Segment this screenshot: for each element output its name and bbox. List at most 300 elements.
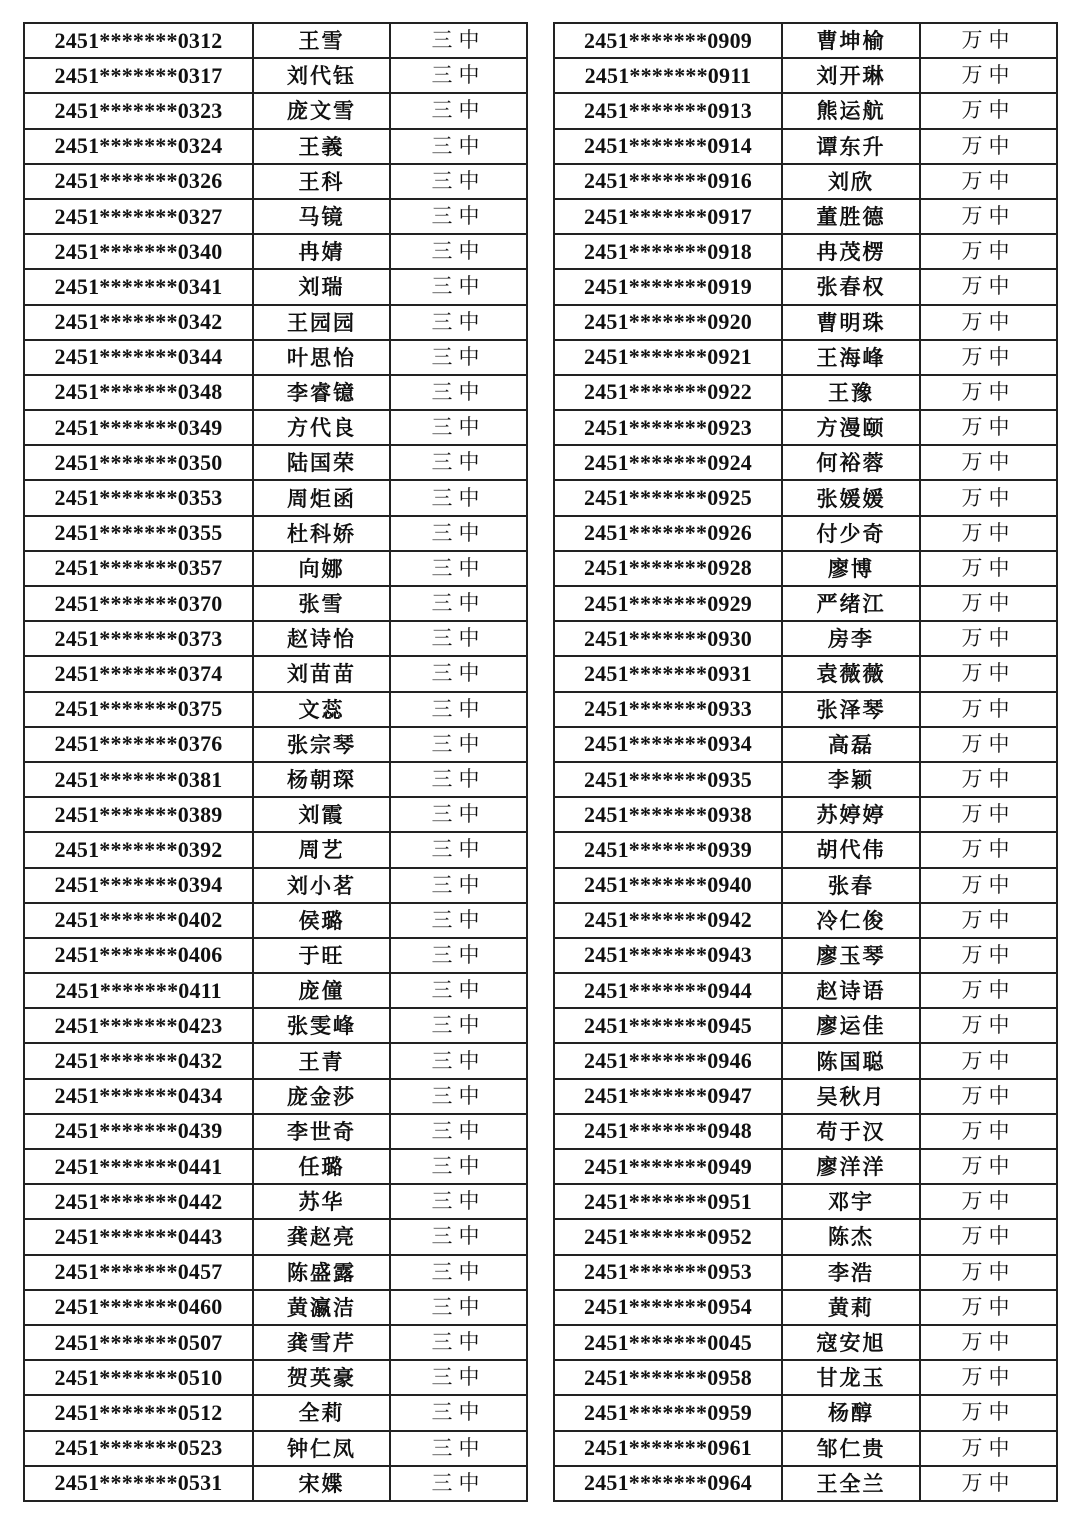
student-name-cell: 苏婷婷: [782, 797, 920, 832]
table-row: [554, 1360, 1057, 1395]
student-name-cell: 何裕蓉: [782, 445, 920, 480]
candidate-id-cell: 2451*******0375: [24, 692, 253, 727]
candidate-id-cell: 2451*******0348: [24, 375, 253, 410]
candidate-id-cell: 2451*******0406: [24, 938, 253, 973]
candidate-id-cell: 2451*******0353: [24, 480, 253, 515]
table-row: [554, 586, 1057, 621]
school-cell: 三中: [390, 586, 527, 621]
school-cell: 三中: [390, 1325, 527, 1360]
candidate-id-cell: 2451*******0933: [554, 692, 782, 727]
school-cell: 万中: [920, 832, 1057, 867]
candidate-id-cell: 2451*******0411: [24, 973, 253, 1008]
table-row: [554, 1255, 1057, 1290]
school-cell: 三中: [390, 375, 527, 410]
candidate-id-cell: 2451*******0441: [24, 1149, 253, 1184]
roster-table-left: [23, 22, 528, 1502]
student-name-cell: 黄莉: [782, 1290, 920, 1325]
candidate-id-cell: 2451*******0934: [554, 727, 782, 762]
table-row: [24, 1290, 527, 1325]
table-row: [24, 1114, 527, 1149]
school-cell: 万中: [920, 93, 1057, 128]
table-row: [554, 1325, 1057, 1360]
school-cell: 三中: [390, 727, 527, 762]
table-row: [24, 1325, 527, 1360]
table-row: [24, 23, 527, 58]
table-row: [554, 1149, 1057, 1184]
student-name-cell: 刘霞: [253, 797, 390, 832]
student-name-cell: 张春: [782, 868, 920, 903]
school-cell: 三中: [390, 868, 527, 903]
student-name-cell: 冉婧: [253, 234, 390, 269]
table-row: [554, 93, 1057, 128]
candidate-id-cell: 2451*******0324: [24, 129, 253, 164]
table-row: [24, 1466, 527, 1501]
student-name-cell: 陈盛露: [253, 1255, 390, 1290]
student-name-cell: 王海峰: [782, 340, 920, 375]
student-name-cell: 刘苗苗: [253, 656, 390, 691]
table-row: [554, 551, 1057, 586]
student-name-cell: 李颖: [782, 762, 920, 797]
school-cell: 万中: [920, 727, 1057, 762]
student-name-cell: 曹明珠: [782, 305, 920, 340]
candidate-id-cell: 2451*******0317: [24, 58, 253, 93]
table-row: [554, 516, 1057, 551]
table-row: [24, 797, 527, 832]
table-row: [554, 656, 1057, 691]
student-name-cell: 廖运佳: [782, 1008, 920, 1043]
school-cell: 三中: [390, 1255, 527, 1290]
school-cell: 三中: [390, 58, 527, 93]
candidate-id-cell: 2451*******0389: [24, 797, 253, 832]
school-cell: 三中: [390, 340, 527, 375]
candidate-id-cell: 2451*******0922: [554, 375, 782, 410]
table-row: [24, 199, 527, 234]
student-name-cell: 谭东升: [782, 129, 920, 164]
school-cell: 万中: [920, 762, 1057, 797]
student-name-cell: 赵诗语: [782, 973, 920, 1008]
table-row: [554, 938, 1057, 973]
student-name-cell: 袁薇薇: [782, 656, 920, 691]
candidate-id-cell: 2451*******0394: [24, 868, 253, 903]
table-row: [24, 375, 527, 410]
table-row: [554, 1079, 1057, 1114]
student-name-cell: 冷仁俊: [782, 903, 920, 938]
table-row: [554, 305, 1057, 340]
candidate-id-cell: 2451*******0958: [554, 1360, 782, 1395]
school-cell: 万中: [920, 129, 1057, 164]
school-cell: 三中: [390, 692, 527, 727]
candidate-id-cell: 2451*******0943: [554, 938, 782, 973]
table-row: [554, 1395, 1057, 1430]
table-row: [24, 1043, 527, 1078]
candidate-id-cell: 2451*******0918: [554, 234, 782, 269]
table-row: [24, 340, 527, 375]
candidate-id-cell: 2451*******0935: [554, 762, 782, 797]
student-name-cell: 李世奇: [253, 1114, 390, 1149]
candidate-id-cell: 2451*******0939: [554, 832, 782, 867]
school-cell: 万中: [920, 1079, 1057, 1114]
student-name-cell: 王青: [253, 1043, 390, 1078]
candidate-id-cell: 2451*******0523: [24, 1431, 253, 1466]
candidate-id-cell: 2451*******0924: [554, 445, 782, 480]
table-row: [24, 1255, 527, 1290]
candidate-id-cell: 2451*******0312: [24, 23, 253, 58]
student-name-cell: 侯璐: [253, 903, 390, 938]
student-name-cell: 李睿镱: [253, 375, 390, 410]
table-row: [554, 1431, 1057, 1466]
school-cell: 三中: [390, 973, 527, 1008]
student-name-cell: 房李: [782, 621, 920, 656]
school-cell: 三中: [390, 410, 527, 445]
school-cell: 万中: [920, 445, 1057, 480]
student-name-cell: 于旺: [253, 938, 390, 973]
candidate-id-cell: 2451*******0944: [554, 973, 782, 1008]
candidate-id-cell: 2451*******0381: [24, 762, 253, 797]
candidate-id-cell: 2451*******0938: [554, 797, 782, 832]
school-cell: 三中: [390, 621, 527, 656]
school-cell: 三中: [390, 1466, 527, 1501]
school-cell: 万中: [920, 1149, 1057, 1184]
student-name-cell: 贺英豪: [253, 1360, 390, 1395]
table-row: [554, 1043, 1057, 1078]
school-cell: 万中: [920, 375, 1057, 410]
student-name-cell: 方漫颐: [782, 410, 920, 445]
student-name-cell: 吴秋月: [782, 1079, 920, 1114]
school-cell: 三中: [390, 797, 527, 832]
school-cell: 万中: [920, 1290, 1057, 1325]
candidate-id-cell: 2451*******0376: [24, 727, 253, 762]
school-cell: 三中: [390, 199, 527, 234]
student-name-cell: 龚赵亮: [253, 1219, 390, 1254]
student-name-cell: 甘龙玉: [782, 1360, 920, 1395]
school-cell: 三中: [390, 903, 527, 938]
table-row: [554, 410, 1057, 445]
table-row: [24, 129, 527, 164]
student-name-cell: 张雯峰: [253, 1008, 390, 1043]
table-row: [24, 586, 527, 621]
student-name-cell: 赵诗怡: [253, 621, 390, 656]
table-row: [24, 903, 527, 938]
table-row: [24, 621, 527, 656]
school-cell: 万中: [920, 480, 1057, 515]
candidate-id-cell: 2451*******0947: [554, 1079, 782, 1114]
student-name-cell: 庞金莎: [253, 1079, 390, 1114]
school-cell: 万中: [920, 656, 1057, 691]
table-row: [554, 164, 1057, 199]
table-row: [24, 868, 527, 903]
school-cell: 万中: [920, 973, 1057, 1008]
candidate-id-cell: 2451*******0929: [554, 586, 782, 621]
student-name-cell: 任璐: [253, 1149, 390, 1184]
candidate-id-cell: 2451*******0355: [24, 516, 253, 551]
student-name-cell: 陆国荣: [253, 445, 390, 480]
table-row: [554, 868, 1057, 903]
table-row: [554, 234, 1057, 269]
candidate-id-cell: 2451*******0350: [24, 445, 253, 480]
student-name-cell: 王義: [253, 129, 390, 164]
candidate-id-cell: 2451*******0916: [554, 164, 782, 199]
table-row: [24, 1149, 527, 1184]
school-cell: 万中: [920, 797, 1057, 832]
student-name-cell: 刘小茗: [253, 868, 390, 903]
school-cell: 三中: [390, 445, 527, 480]
table-row: [24, 938, 527, 973]
student-name-cell: 杜科娇: [253, 516, 390, 551]
school-cell: 万中: [920, 234, 1057, 269]
school-cell: 万中: [920, 692, 1057, 727]
school-cell: 三中: [390, 938, 527, 973]
table-row: [24, 1219, 527, 1254]
school-cell: 三中: [390, 1114, 527, 1149]
table-row: [24, 410, 527, 445]
student-name-cell: 叶思怡: [253, 340, 390, 375]
school-cell: 三中: [390, 93, 527, 128]
table-row: [554, 375, 1057, 410]
candidate-id-cell: 2451*******0349: [24, 410, 253, 445]
candidate-id-cell: 2451*******0341: [24, 269, 253, 304]
table-row: [554, 1219, 1057, 1254]
school-cell: 万中: [920, 903, 1057, 938]
student-name-cell: 廖洋洋: [782, 1149, 920, 1184]
candidate-id-cell: 2451*******0925: [554, 480, 782, 515]
table-row: [24, 1360, 527, 1395]
school-cell: 三中: [390, 1008, 527, 1043]
table-row: [554, 1466, 1057, 1501]
student-name-cell: 董胜德: [782, 199, 920, 234]
table-row: [554, 23, 1057, 58]
school-cell: 万中: [920, 1395, 1057, 1430]
table-row: [554, 480, 1057, 515]
candidate-id-cell: 2451*******0342: [24, 305, 253, 340]
student-name-cell: 黄瀛洁: [253, 1290, 390, 1325]
student-name-cell: 向娜: [253, 551, 390, 586]
school-cell: 万中: [920, 516, 1057, 551]
school-cell: 三中: [390, 129, 527, 164]
school-cell: 万中: [920, 58, 1057, 93]
school-cell: 万中: [920, 1466, 1057, 1501]
candidate-id-cell: 2451*******0952: [554, 1219, 782, 1254]
school-cell: 万中: [920, 410, 1057, 445]
school-cell: 三中: [390, 1149, 527, 1184]
student-name-cell: 胡代伟: [782, 832, 920, 867]
school-cell: 三中: [390, 164, 527, 199]
candidate-id-cell: 2451*******0323: [24, 93, 253, 128]
school-cell: 三中: [390, 234, 527, 269]
student-name-cell: 陈国聪: [782, 1043, 920, 1078]
student-name-cell: 庞文雪: [253, 93, 390, 128]
candidate-id-cell: 2451*******0432: [24, 1043, 253, 1078]
candidate-id-cell: 2451*******0439: [24, 1114, 253, 1149]
school-cell: 万中: [920, 1255, 1057, 1290]
student-name-cell: 庞僮: [253, 973, 390, 1008]
table-row: [24, 1395, 527, 1430]
school-cell: 万中: [920, 1219, 1057, 1254]
student-name-cell: 周炬函: [253, 480, 390, 515]
table-row: [554, 692, 1057, 727]
candidate-id-cell: 2451*******0344: [24, 340, 253, 375]
school-cell: 三中: [390, 1079, 527, 1114]
table-row: [554, 797, 1057, 832]
candidate-id-cell: 2451*******0443: [24, 1219, 253, 1254]
table-row: [554, 445, 1057, 480]
candidate-id-cell: 2451*******0423: [24, 1008, 253, 1043]
candidate-id-cell: 2451*******0510: [24, 1360, 253, 1395]
candidate-id-cell: 2451*******0392: [24, 832, 253, 867]
candidate-id-cell: 2451*******0945: [554, 1008, 782, 1043]
student-name-cell: 苏华: [253, 1184, 390, 1219]
candidate-id-cell: 2451*******0920: [554, 305, 782, 340]
candidate-id-cell: 2451*******0460: [24, 1290, 253, 1325]
candidate-id-cell: 2451*******0942: [554, 903, 782, 938]
school-cell: 三中: [390, 516, 527, 551]
student-name-cell: 文蕊: [253, 692, 390, 727]
school-cell: 万中: [920, 1325, 1057, 1360]
table-row: [24, 1008, 527, 1043]
school-cell: 万中: [920, 164, 1057, 199]
school-cell: 万中: [920, 586, 1057, 621]
school-cell: 三中: [390, 1219, 527, 1254]
student-name-cell: 张媛媛: [782, 480, 920, 515]
candidate-id-cell: 2451*******0931: [554, 656, 782, 691]
table-row: [554, 1290, 1057, 1325]
school-cell: 三中: [390, 480, 527, 515]
school-cell: 万中: [920, 1360, 1057, 1395]
table-row: [24, 93, 527, 128]
student-name-cell: 付少奇: [782, 516, 920, 551]
student-name-cell: 周艺: [253, 832, 390, 867]
candidate-id-cell: 2451*******0917: [554, 199, 782, 234]
candidate-id-cell: 2451*******0373: [24, 621, 253, 656]
candidate-id-cell: 2451*******0954: [554, 1290, 782, 1325]
candidate-id-cell: 2451*******0434: [24, 1079, 253, 1114]
table-row: [554, 1008, 1057, 1043]
school-cell: 三中: [390, 1395, 527, 1430]
school-cell: 三中: [390, 832, 527, 867]
table-row: [24, 1184, 527, 1219]
student-name-cell: 李浩: [782, 1255, 920, 1290]
candidate-id-cell: 2451*******0948: [554, 1114, 782, 1149]
student-name-cell: 王园园: [253, 305, 390, 340]
student-name-cell: 王豫: [782, 375, 920, 410]
table-row: [24, 727, 527, 762]
student-name-cell: 刘代钰: [253, 58, 390, 93]
student-name-cell: 张宗琴: [253, 727, 390, 762]
school-cell: 三中: [390, 551, 527, 586]
table-row: [554, 973, 1057, 1008]
student-name-cell: 张雪: [253, 586, 390, 621]
school-cell: 三中: [390, 305, 527, 340]
school-cell: 三中: [390, 1184, 527, 1219]
candidate-id-cell: 2451*******0374: [24, 656, 253, 691]
student-name-cell: 钟仁凤: [253, 1431, 390, 1466]
candidate-id-cell: 2451*******0457: [24, 1255, 253, 1290]
student-name-cell: 曹坤榆: [782, 23, 920, 58]
candidate-id-cell: 2451*******0959: [554, 1395, 782, 1430]
candidate-id-cell: 2451*******0930: [554, 621, 782, 656]
school-cell: 三中: [390, 1043, 527, 1078]
school-cell: 三中: [390, 1431, 527, 1466]
student-name-cell: 刘瑞: [253, 269, 390, 304]
table-row: [554, 1184, 1057, 1219]
table-row: [554, 58, 1057, 93]
school-cell: 万中: [920, 868, 1057, 903]
school-cell: 三中: [390, 1290, 527, 1325]
school-cell: 万中: [920, 1008, 1057, 1043]
table-row: [24, 762, 527, 797]
student-name-cell: 冉茂楞: [782, 234, 920, 269]
candidate-id-cell: 2451*******0402: [24, 903, 253, 938]
student-name-cell: 邓宇: [782, 1184, 920, 1219]
candidate-id-cell: 2451*******0326: [24, 164, 253, 199]
table-row: [24, 445, 527, 480]
student-name-cell: 严绪江: [782, 586, 920, 621]
candidate-id-cell: 2451*******0507: [24, 1325, 253, 1360]
table-row: [24, 269, 527, 304]
candidate-id-cell: 2451*******0926: [554, 516, 782, 551]
table-row: [554, 269, 1057, 304]
student-name-cell: 高磊: [782, 727, 920, 762]
student-name-cell: 熊运航: [782, 93, 920, 128]
student-name-cell: 杨醇: [782, 1395, 920, 1430]
school-cell: 三中: [390, 656, 527, 691]
table-row: [554, 727, 1057, 762]
candidate-id-cell: 2451*******0442: [24, 1184, 253, 1219]
table-row: [554, 1114, 1057, 1149]
student-name-cell: 刘开琳: [782, 58, 920, 93]
school-cell: 三中: [390, 762, 527, 797]
table-row: [24, 832, 527, 867]
candidate-id-cell: 2451*******0531: [24, 1466, 253, 1501]
student-name-cell: 廖博: [782, 551, 920, 586]
student-name-cell: 张泽琴: [782, 692, 920, 727]
student-name-cell: 廖玉琴: [782, 938, 920, 973]
table-row: [554, 340, 1057, 375]
school-cell: 万中: [920, 23, 1057, 58]
school-cell: 三中: [390, 269, 527, 304]
candidate-id-cell: 2451*******0951: [554, 1184, 782, 1219]
table-row: [554, 903, 1057, 938]
school-cell: 万中: [920, 938, 1057, 973]
candidate-id-cell: 2451*******0914: [554, 129, 782, 164]
student-name-cell: 龚雪芹: [253, 1325, 390, 1360]
candidate-id-cell: 2451*******0919: [554, 269, 782, 304]
table-row: [24, 234, 527, 269]
table-row: [24, 692, 527, 727]
table-row: [24, 973, 527, 1008]
candidate-id-cell: 2451*******0940: [554, 868, 782, 903]
school-cell: 万中: [920, 1043, 1057, 1078]
candidate-id-cell: 2451*******0512: [24, 1395, 253, 1430]
table-row: [554, 199, 1057, 234]
table-row: [24, 480, 527, 515]
student-name-cell: 苟于汉: [782, 1114, 920, 1149]
table-row: [554, 762, 1057, 797]
table-row: [554, 621, 1057, 656]
student-name-cell: 王科: [253, 164, 390, 199]
school-cell: 万中: [920, 1431, 1057, 1466]
candidate-id-cell: 2451*******0953: [554, 1255, 782, 1290]
school-cell: 万中: [920, 199, 1057, 234]
school-cell: 万中: [920, 551, 1057, 586]
student-name-cell: 张春权: [782, 269, 920, 304]
student-name-cell: 王全兰: [782, 1466, 920, 1501]
table-row: [24, 58, 527, 93]
table-row: [24, 656, 527, 691]
student-name-cell: 王雪: [253, 23, 390, 58]
candidate-id-cell: 2451*******0964: [554, 1466, 782, 1501]
school-cell: 万中: [920, 269, 1057, 304]
table-row: [24, 1079, 527, 1114]
